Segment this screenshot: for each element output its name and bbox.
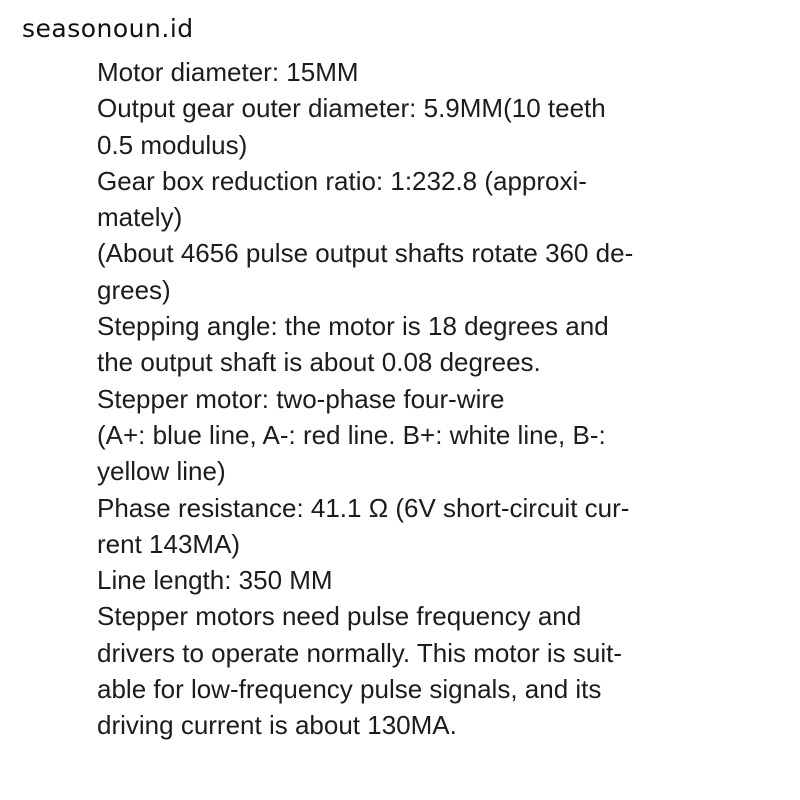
spec-line-reduction-ratio-cont: mately) — [97, 202, 183, 233]
spec-line-motor-diameter: Motor diameter: 15MM — [97, 57, 359, 87]
spec-line-phase-resistance-cont: rent 143MA) — [97, 528, 241, 559]
store-watermark: seasonoun.id — [22, 14, 194, 43]
spec-line-line-length: Line length: 350 MM — [97, 565, 333, 596]
spec-line-stepping-angle-cont: the output shaft is about 0.08 degrees. — [97, 347, 541, 378]
spec-line-reduction-ratio: Gear box reduction ratio: 1:232.8 (approxi- — [97, 165, 587, 196]
spec-line-pulse-output: (About 4656 pulse output shafts rotate 360 de- — [97, 238, 634, 269]
spec-line-output-gear-diameter: Output gear outer diameter: 5.9MM(10 teeth — [97, 93, 606, 124]
spec-line-usage-note-cont-3: driving current is about 130MA. — [97, 710, 457, 741]
spec-line-stepper-type: Stepper motor: two-phase four-wire — [97, 383, 505, 414]
spec-line-usage-note-cont-1: drivers to operate normally. This motor is suit- — [97, 637, 622, 668]
spec-line-usage-note: Stepper motors need pulse frequency and — [97, 601, 582, 632]
spec-line-usage-note-cont-2: able for low-frequency pulse signals, and its — [97, 674, 602, 705]
spec-line-output-gear-diameter-cont: 0.5 modulus) — [97, 129, 248, 160]
spec-line-wiring-cont: yellow line) — [97, 456, 226, 487]
product-specifications — [97, 54, 777, 744]
spec-line-pulse-output-cont: grees) — [97, 274, 171, 305]
spec-line-phase-resistance: Phase resistance: 41.1 Ω (6V short-circuit cur- — [97, 492, 630, 523]
spec-line-stepping-angle: Stepping angle: the motor is 18 degrees and — [97, 311, 609, 342]
spec-line-wiring: (A+: blue line, A-: red line. B+: white line, B-: — [97, 419, 606, 450]
